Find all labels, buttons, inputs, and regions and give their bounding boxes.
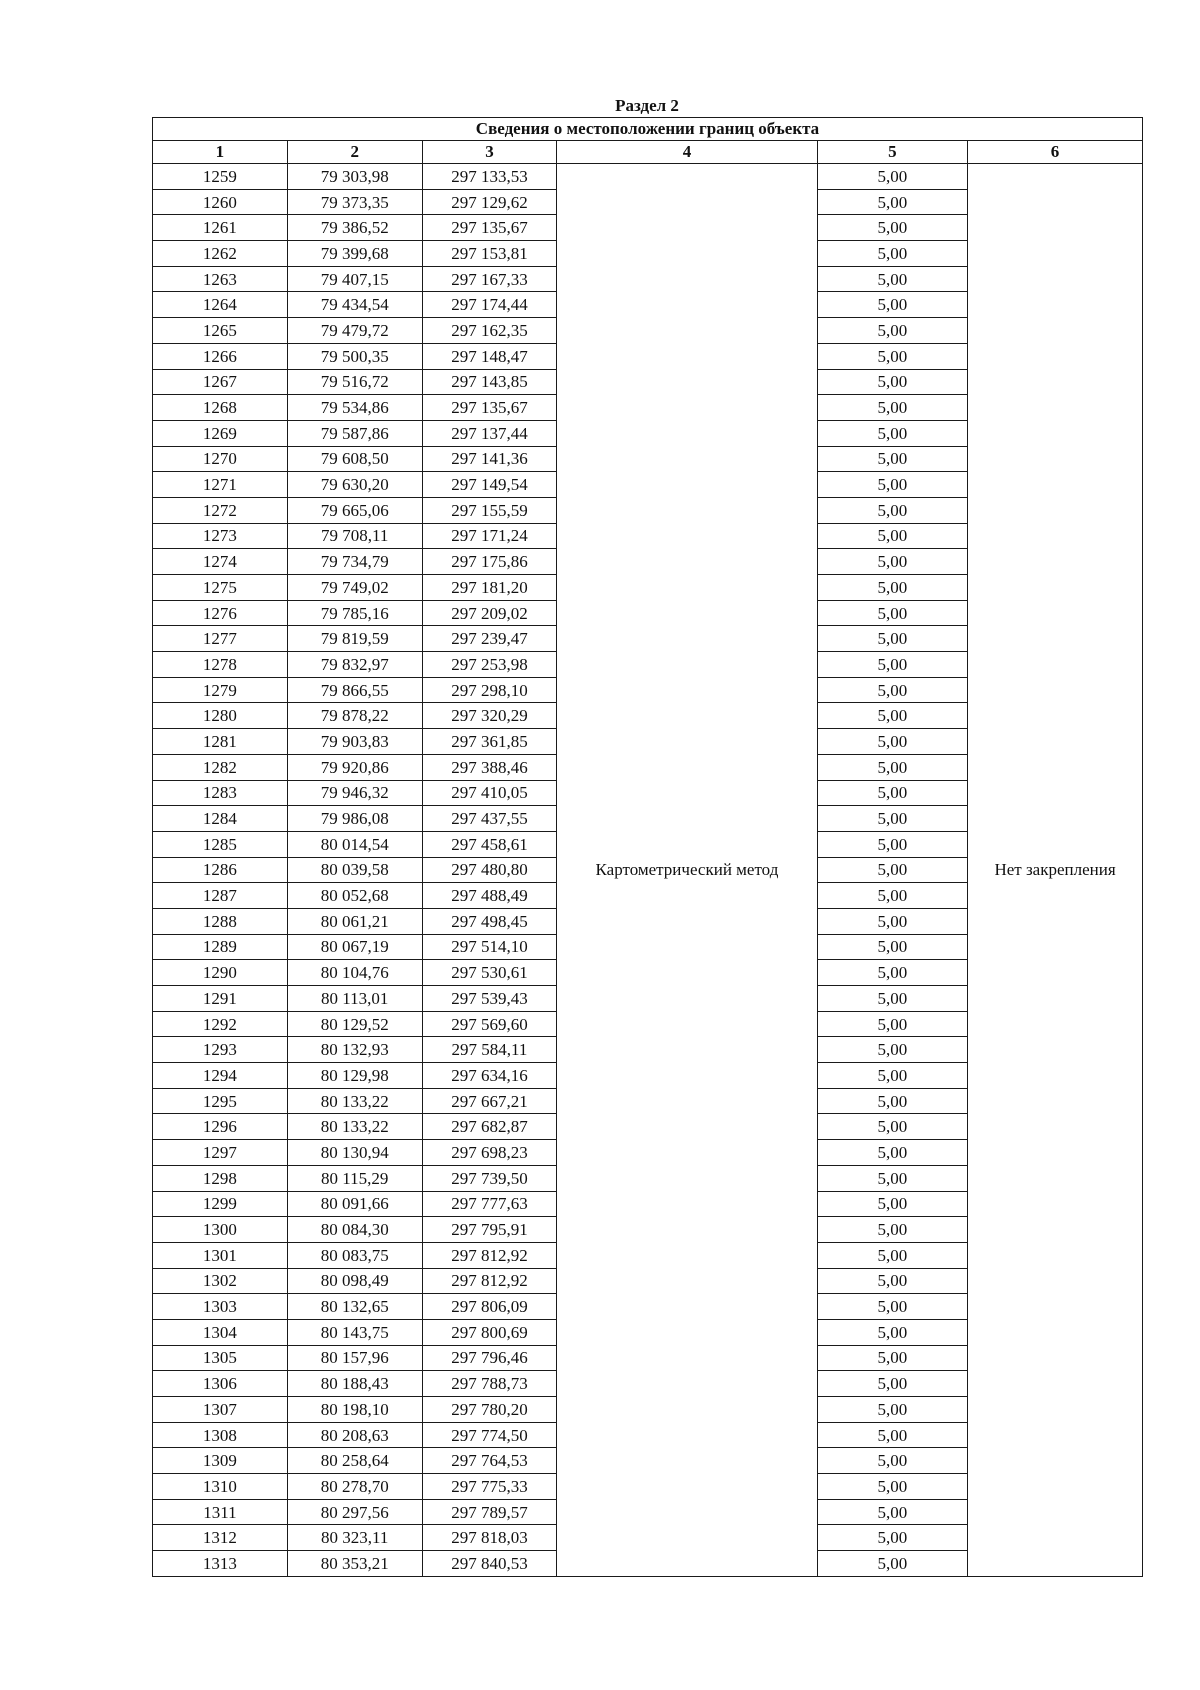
accuracy-value: 5,00 xyxy=(817,369,968,395)
coordinate-x: 80 198,10 xyxy=(287,1397,422,1423)
coordinate-y: 297 148,47 xyxy=(422,343,557,369)
point-number: 1283 xyxy=(153,780,288,806)
point-number: 1300 xyxy=(153,1217,288,1243)
accuracy-value: 5,00 xyxy=(817,908,968,934)
coordinate-x: 80 039,58 xyxy=(287,857,422,883)
coordinate-x: 79 534,86 xyxy=(287,395,422,421)
column-number-4: 4 xyxy=(557,141,817,164)
column-number-2: 2 xyxy=(287,141,422,164)
coordinate-x: 79 434,54 xyxy=(287,292,422,318)
accuracy-value: 5,00 xyxy=(817,266,968,292)
accuracy-value: 5,00 xyxy=(817,1474,968,1500)
coordinate-y: 297 149,54 xyxy=(422,472,557,498)
coordinate-y: 297 133,53 xyxy=(422,164,557,190)
coordinate-y: 297 774,50 xyxy=(422,1422,557,1448)
point-number: 1294 xyxy=(153,1063,288,1089)
point-number: 1313 xyxy=(153,1551,288,1577)
accuracy-value: 5,00 xyxy=(817,523,968,549)
coordinate-x: 80 083,75 xyxy=(287,1242,422,1268)
coordinate-y: 297 167,33 xyxy=(422,266,557,292)
coordinate-x: 79 500,35 xyxy=(287,343,422,369)
point-number: 1271 xyxy=(153,472,288,498)
accuracy-value: 5,00 xyxy=(817,1165,968,1191)
coordinate-x: 80 132,65 xyxy=(287,1294,422,1320)
coordinate-x: 79 608,50 xyxy=(287,446,422,472)
accuracy-value: 5,00 xyxy=(817,1319,968,1345)
coordinate-y: 297 388,46 xyxy=(422,754,557,780)
point-number: 1311 xyxy=(153,1499,288,1525)
point-number: 1273 xyxy=(153,523,288,549)
coordinate-x: 79 708,11 xyxy=(287,523,422,549)
coordinate-y: 297 181,20 xyxy=(422,575,557,601)
coordinate-y: 297 410,05 xyxy=(422,780,557,806)
point-number: 1263 xyxy=(153,266,288,292)
accuracy-value: 5,00 xyxy=(817,189,968,215)
point-number: 1281 xyxy=(153,729,288,755)
accuracy-value: 5,00 xyxy=(817,600,968,626)
coordinate-y: 297 780,20 xyxy=(422,1397,557,1423)
point-number: 1303 xyxy=(153,1294,288,1320)
accuracy-value: 5,00 xyxy=(817,1422,968,1448)
coordinate-x: 79 832,97 xyxy=(287,652,422,678)
point-number: 1304 xyxy=(153,1319,288,1345)
coordinate-x: 79 734,79 xyxy=(287,549,422,575)
accuracy-value: 5,00 xyxy=(817,472,968,498)
coordinate-y: 297 298,10 xyxy=(422,677,557,703)
coordinate-y: 297 514,10 xyxy=(422,934,557,960)
coordinate-x: 80 098,49 xyxy=(287,1268,422,1294)
coordinate-y: 297 788,73 xyxy=(422,1371,557,1397)
coordinate-x: 80 084,30 xyxy=(287,1217,422,1243)
coordinate-y: 297 488,49 xyxy=(422,883,557,909)
accuracy-value: 5,00 xyxy=(817,626,968,652)
point-number: 1305 xyxy=(153,1345,288,1371)
accuracy-value: 5,00 xyxy=(817,754,968,780)
coordinate-y: 297 143,85 xyxy=(422,369,557,395)
coordinate-y: 297 437,55 xyxy=(422,806,557,832)
accuracy-value: 5,00 xyxy=(817,806,968,832)
point-number: 1274 xyxy=(153,549,288,575)
accuracy-value: 5,00 xyxy=(817,241,968,267)
accuracy-value: 5,00 xyxy=(817,497,968,523)
accuracy-value: 5,00 xyxy=(817,292,968,318)
coordinate-y: 297 498,45 xyxy=(422,908,557,934)
coordinate-x: 79 630,20 xyxy=(287,472,422,498)
coordinate-x: 80 115,29 xyxy=(287,1165,422,1191)
point-number: 1266 xyxy=(153,343,288,369)
point-number: 1306 xyxy=(153,1371,288,1397)
point-number: 1288 xyxy=(153,908,288,934)
coordinate-x: 80 132,93 xyxy=(287,1037,422,1063)
coordinate-x: 80 143,75 xyxy=(287,1319,422,1345)
accuracy-value: 5,00 xyxy=(817,1088,968,1114)
accuracy-value: 5,00 xyxy=(817,677,968,703)
accuracy-value: 5,00 xyxy=(817,549,968,575)
point-number: 1262 xyxy=(153,241,288,267)
point-number: 1299 xyxy=(153,1191,288,1217)
coordinate-x: 79 866,55 xyxy=(287,677,422,703)
accuracy-value: 5,00 xyxy=(817,215,968,241)
accuracy-value: 5,00 xyxy=(817,343,968,369)
accuracy-value: 5,00 xyxy=(817,1114,968,1140)
coordinate-y: 297 361,85 xyxy=(422,729,557,755)
fixation-cell: Нет закрепления xyxy=(968,164,1143,1577)
point-number: 1268 xyxy=(153,395,288,421)
point-number: 1279 xyxy=(153,677,288,703)
point-number: 1265 xyxy=(153,318,288,344)
coordinate-x: 79 399,68 xyxy=(287,241,422,267)
coordinate-y: 297 634,16 xyxy=(422,1063,557,1089)
coordinate-y: 297 253,98 xyxy=(422,652,557,678)
accuracy-value: 5,00 xyxy=(817,420,968,446)
coordinate-y: 297 135,67 xyxy=(422,215,557,241)
accuracy-value: 5,00 xyxy=(817,318,968,344)
accuracy-value: 5,00 xyxy=(817,1448,968,1474)
method-cell: Картометрический метод xyxy=(557,164,817,1577)
coordinate-x: 80 014,54 xyxy=(287,831,422,857)
point-number: 1277 xyxy=(153,626,288,652)
point-number: 1267 xyxy=(153,369,288,395)
coordinate-x: 80 208,63 xyxy=(287,1422,422,1448)
point-number: 1297 xyxy=(153,1140,288,1166)
accuracy-value: 5,00 xyxy=(817,780,968,806)
point-number: 1291 xyxy=(153,986,288,1012)
coordinate-x: 80 323,11 xyxy=(287,1525,422,1551)
coordinate-y: 297 584,11 xyxy=(422,1037,557,1063)
point-number: 1259 xyxy=(153,164,288,190)
accuracy-value: 5,00 xyxy=(817,831,968,857)
table-caption-row xyxy=(153,118,1143,141)
coordinate-x: 79 819,59 xyxy=(287,626,422,652)
point-number: 1292 xyxy=(153,1011,288,1037)
accuracy-value: 5,00 xyxy=(817,857,968,883)
coordinate-y: 297 777,63 xyxy=(422,1191,557,1217)
table-caption: Сведения о местоположении границ объекта xyxy=(153,118,1143,141)
coordinate-y: 297 698,23 xyxy=(422,1140,557,1166)
coordinate-x: 80 133,22 xyxy=(287,1088,422,1114)
coordinate-y: 297 175,86 xyxy=(422,549,557,575)
accuracy-value: 5,00 xyxy=(817,164,968,190)
coordinate-x: 79 373,35 xyxy=(287,189,422,215)
accuracy-value: 5,00 xyxy=(817,986,968,1012)
point-number: 1289 xyxy=(153,934,288,960)
coordinate-x: 79 407,15 xyxy=(287,266,422,292)
point-number: 1296 xyxy=(153,1114,288,1140)
point-number: 1261 xyxy=(153,215,288,241)
coordinate-y: 297 209,02 xyxy=(422,600,557,626)
accuracy-value: 5,00 xyxy=(817,1499,968,1525)
coordinate-y: 297 795,91 xyxy=(422,1217,557,1243)
accuracy-value: 5,00 xyxy=(817,395,968,421)
point-number: 1312 xyxy=(153,1525,288,1551)
section-title: Раздел 2 xyxy=(615,96,679,115)
accuracy-value: 5,00 xyxy=(817,883,968,909)
coordinate-y: 297 174,44 xyxy=(422,292,557,318)
accuracy-value: 5,00 xyxy=(817,934,968,960)
point-number: 1307 xyxy=(153,1397,288,1423)
point-number: 1272 xyxy=(153,497,288,523)
point-number: 1275 xyxy=(153,575,288,601)
column-number-3: 3 xyxy=(422,141,557,164)
accuracy-value: 5,00 xyxy=(817,1037,968,1063)
coordinate-x: 80 129,98 xyxy=(287,1063,422,1089)
accuracy-value: 5,00 xyxy=(817,1191,968,1217)
coordinate-y: 297 480,80 xyxy=(422,857,557,883)
point-number: 1280 xyxy=(153,703,288,729)
point-number: 1308 xyxy=(153,1422,288,1448)
coordinate-x: 80 130,94 xyxy=(287,1140,422,1166)
point-number: 1270 xyxy=(153,446,288,472)
point-number: 1284 xyxy=(153,806,288,832)
accuracy-value: 5,00 xyxy=(817,1525,968,1551)
accuracy-value: 5,00 xyxy=(817,1294,968,1320)
point-number: 1298 xyxy=(153,1165,288,1191)
point-number: 1310 xyxy=(153,1474,288,1500)
coordinate-x: 79 946,32 xyxy=(287,780,422,806)
coordinate-y: 297 800,69 xyxy=(422,1319,557,1345)
coordinate-y: 297 796,46 xyxy=(422,1345,557,1371)
coordinate-y: 297 806,09 xyxy=(422,1294,557,1320)
coordinate-x: 80 067,19 xyxy=(287,934,422,960)
point-number: 1293 xyxy=(153,1037,288,1063)
coordinate-y: 297 812,92 xyxy=(422,1268,557,1294)
coordinate-x: 80 297,56 xyxy=(287,1499,422,1525)
coordinate-x: 79 386,52 xyxy=(287,215,422,241)
coordinate-y: 297 530,61 xyxy=(422,960,557,986)
coordinate-y: 297 320,29 xyxy=(422,703,557,729)
coordinate-x: 79 749,02 xyxy=(287,575,422,601)
coordinate-x: 79 303,98 xyxy=(287,164,422,190)
coordinate-y: 297 155,59 xyxy=(422,497,557,523)
accuracy-value: 5,00 xyxy=(817,1217,968,1243)
point-number: 1285 xyxy=(153,831,288,857)
accuracy-value: 5,00 xyxy=(817,1242,968,1268)
coordinate-x: 80 052,68 xyxy=(287,883,422,909)
coordinate-x: 80 129,52 xyxy=(287,1011,422,1037)
accuracy-value: 5,00 xyxy=(817,1268,968,1294)
accuracy-value: 5,00 xyxy=(817,1063,968,1089)
coordinate-y: 297 539,43 xyxy=(422,986,557,1012)
point-number: 1302 xyxy=(153,1268,288,1294)
coordinate-y: 297 739,50 xyxy=(422,1165,557,1191)
coordinate-y: 297 135,67 xyxy=(422,395,557,421)
coordinate-y: 297 141,36 xyxy=(422,446,557,472)
coordinate-y: 297 129,62 xyxy=(422,189,557,215)
point-number: 1269 xyxy=(153,420,288,446)
boundary-coordinates-table xyxy=(152,117,1143,1577)
coordinate-y: 297 137,44 xyxy=(422,420,557,446)
coordinate-x: 80 104,76 xyxy=(287,960,422,986)
coordinate-y: 297 667,21 xyxy=(422,1088,557,1114)
coordinate-x: 79 785,16 xyxy=(287,600,422,626)
coordinate-y: 297 789,57 xyxy=(422,1499,557,1525)
coordinate-x: 79 986,08 xyxy=(287,806,422,832)
coordinate-x: 80 258,64 xyxy=(287,1448,422,1474)
accuracy-value: 5,00 xyxy=(817,729,968,755)
coordinate-y: 297 458,61 xyxy=(422,831,557,857)
accuracy-value: 5,00 xyxy=(817,652,968,678)
point-number: 1260 xyxy=(153,189,288,215)
coordinate-y: 297 818,03 xyxy=(422,1525,557,1551)
coordinate-x: 80 157,96 xyxy=(287,1345,422,1371)
coordinate-y: 297 682,87 xyxy=(422,1114,557,1140)
coordinate-y: 297 153,81 xyxy=(422,241,557,267)
point-number: 1278 xyxy=(153,652,288,678)
point-number: 1301 xyxy=(153,1242,288,1268)
coordinate-x: 80 353,21 xyxy=(287,1551,422,1577)
coordinate-x: 80 061,21 xyxy=(287,908,422,934)
table-row xyxy=(153,164,1143,190)
coordinate-y: 297 764,53 xyxy=(422,1448,557,1474)
coordinate-y: 297 569,60 xyxy=(422,1011,557,1037)
coordinate-y: 297 239,47 xyxy=(422,626,557,652)
point-number: 1287 xyxy=(153,883,288,909)
accuracy-value: 5,00 xyxy=(817,960,968,986)
coordinate-y: 297 171,24 xyxy=(422,523,557,549)
column-number-row xyxy=(153,141,1143,164)
accuracy-value: 5,00 xyxy=(817,575,968,601)
coordinate-y: 297 775,33 xyxy=(422,1474,557,1500)
coordinate-x: 80 133,22 xyxy=(287,1114,422,1140)
accuracy-value: 5,00 xyxy=(817,1345,968,1371)
point-number: 1286 xyxy=(153,857,288,883)
point-number: 1276 xyxy=(153,600,288,626)
accuracy-value: 5,00 xyxy=(817,1011,968,1037)
coordinate-x: 79 587,86 xyxy=(287,420,422,446)
accuracy-value: 5,00 xyxy=(817,1551,968,1577)
coordinate-x: 79 516,72 xyxy=(287,369,422,395)
coordinate-y: 297 840,53 xyxy=(422,1551,557,1577)
table-body xyxy=(153,164,1143,1577)
coordinate-x: 80 278,70 xyxy=(287,1474,422,1500)
point-number: 1309 xyxy=(153,1448,288,1474)
accuracy-value: 5,00 xyxy=(817,1140,968,1166)
coordinate-x: 79 878,22 xyxy=(287,703,422,729)
point-number: 1282 xyxy=(153,754,288,780)
coordinate-x: 80 113,01 xyxy=(287,986,422,1012)
point-number: 1290 xyxy=(153,960,288,986)
coordinate-x: 80 188,43 xyxy=(287,1371,422,1397)
coordinate-x: 79 903,83 xyxy=(287,729,422,755)
accuracy-value: 5,00 xyxy=(817,703,968,729)
column-number-6: 6 xyxy=(968,141,1143,164)
accuracy-value: 5,00 xyxy=(817,1397,968,1423)
coordinate-x: 79 479,72 xyxy=(287,318,422,344)
coordinate-x: 79 920,86 xyxy=(287,754,422,780)
accuracy-value: 5,00 xyxy=(817,1371,968,1397)
column-number-5: 5 xyxy=(817,141,968,164)
coordinate-x: 80 091,66 xyxy=(287,1191,422,1217)
coordinate-x: 79 665,06 xyxy=(287,497,422,523)
point-number: 1295 xyxy=(153,1088,288,1114)
point-number: 1264 xyxy=(153,292,288,318)
accuracy-value: 5,00 xyxy=(817,446,968,472)
column-number-1: 1 xyxy=(153,141,288,164)
coordinate-y: 297 812,92 xyxy=(422,1242,557,1268)
coordinate-y: 297 162,35 xyxy=(422,318,557,344)
